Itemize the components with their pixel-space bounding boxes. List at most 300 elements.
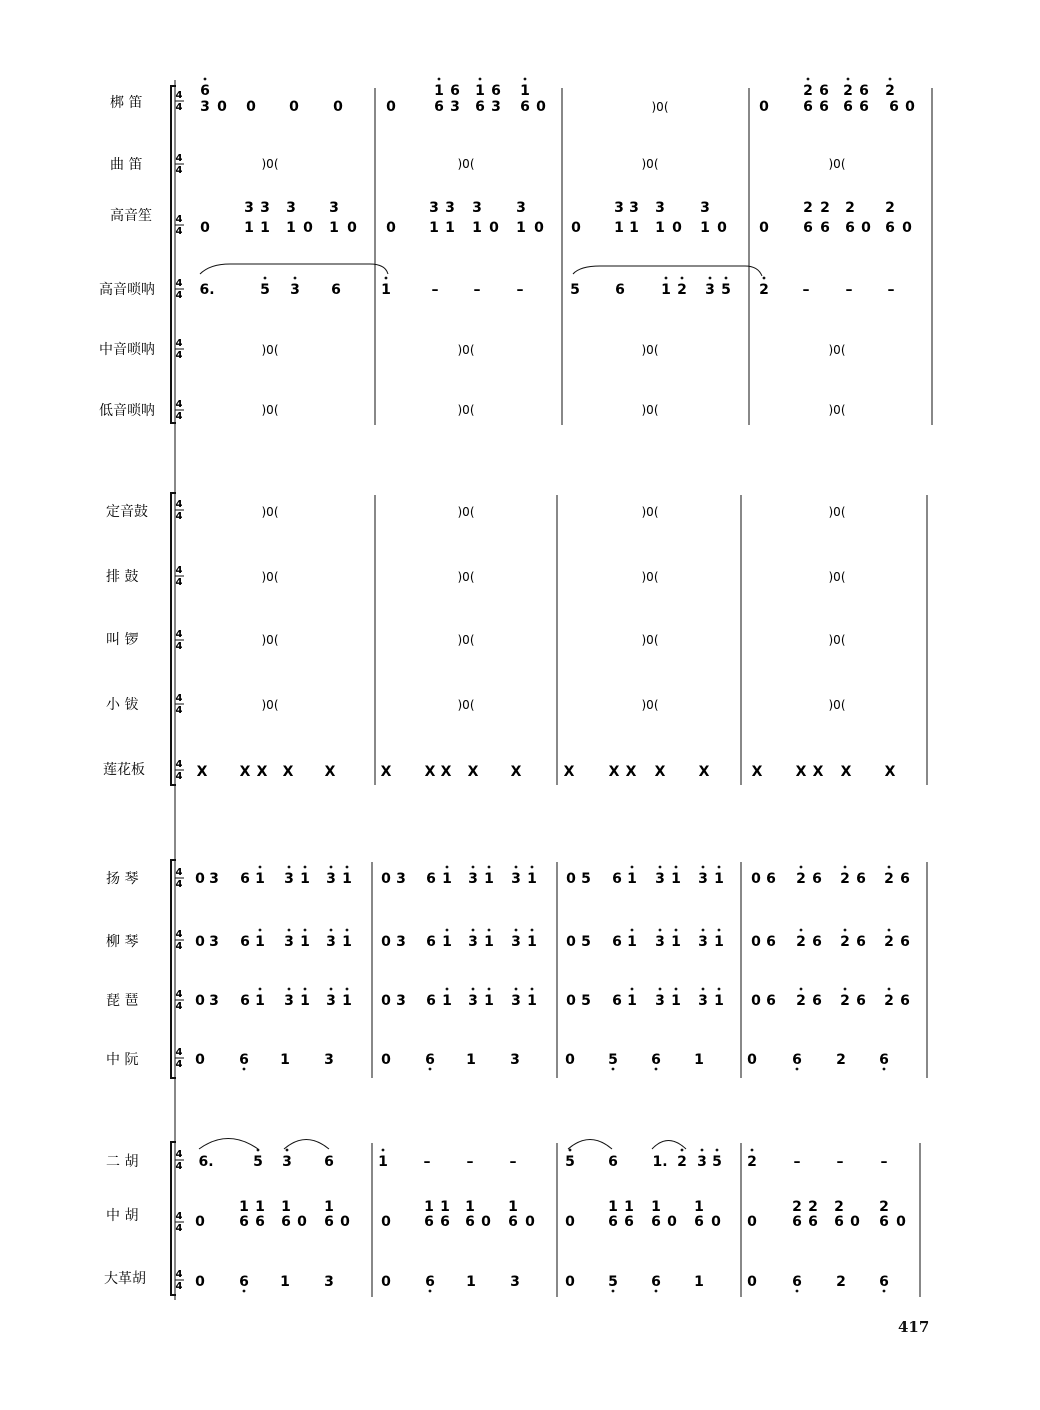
note: X [324, 764, 336, 780]
label-zhongyin-suona: 中音唢呐 [99, 342, 155, 358]
note: X [625, 764, 637, 780]
note: 1 [281, 1199, 291, 1215]
note: 3 [284, 934, 294, 950]
note: – [466, 1154, 474, 1170]
rest-mark: )0( [457, 403, 475, 417]
note: 6 [239, 1052, 249, 1068]
note: 0 [381, 993, 391, 1009]
note: 1 [651, 1199, 661, 1215]
label-pipa: 琵 琶 [106, 993, 139, 1009]
note: 3 [511, 993, 521, 1009]
note: 3 [698, 871, 708, 887]
octave-dot-low [612, 1290, 615, 1293]
note: X [510, 764, 522, 780]
note: 6 [859, 99, 869, 115]
label-diyin-suona: 低音唢呐 [99, 403, 155, 419]
system-brackets [171, 80, 176, 1300]
note: 2 [796, 934, 806, 950]
note: 0 [195, 1214, 205, 1230]
note: 6 [240, 934, 250, 950]
note: 0 [759, 99, 769, 115]
note: 5 [570, 282, 580, 298]
octave-dot-low [655, 1290, 658, 1293]
note: 3 [629, 200, 639, 216]
octave-dot-high [800, 929, 803, 932]
note: 3 [324, 1274, 334, 1290]
note: 0 [217, 99, 227, 115]
note: 1 [300, 993, 310, 1009]
note: – [880, 1154, 888, 1170]
time-sig-bottom: 4 [175, 102, 183, 113]
octave-dot-high [515, 866, 518, 869]
note: 3 [655, 993, 665, 1009]
note: 3 [468, 871, 478, 887]
time-sig-bottom: 4 [175, 1161, 183, 1172]
time-sig-top: 4 [175, 278, 183, 289]
octave-dot-high [702, 866, 705, 869]
note: 6 [434, 99, 444, 115]
note: 0 [747, 1052, 757, 1068]
note: 1 [472, 220, 482, 236]
note: 3 [260, 200, 270, 216]
note: 1 [520, 83, 530, 99]
note: 6 [612, 993, 622, 1009]
note: 6 [792, 1274, 802, 1290]
octave-dot-high [718, 988, 721, 991]
note: 0 [381, 1274, 391, 1290]
octave-dot-high [631, 866, 634, 869]
octave-dot-high [888, 866, 891, 869]
note: 3 [326, 871, 336, 887]
note: 1 [624, 1199, 634, 1215]
note: 2 [759, 282, 769, 298]
note: 2 [836, 1052, 846, 1068]
time-sig-top: 4 [175, 499, 183, 510]
note: 0 [566, 934, 576, 950]
note: – [431, 282, 439, 298]
time-sig-top: 4 [175, 867, 183, 878]
note: – [802, 282, 810, 298]
note: 0 [896, 1214, 906, 1230]
note: 6 [808, 1214, 818, 1230]
time-sig-bottom: 4 [175, 226, 183, 237]
note: 3 [286, 200, 296, 216]
note: 1 [280, 1274, 290, 1290]
octave-dot-high [257, 1149, 260, 1152]
note: 0 [571, 220, 581, 236]
note: 1 [466, 1052, 476, 1068]
note: 6 [624, 1214, 634, 1230]
note: 3 [396, 871, 406, 887]
note: 6 [508, 1214, 518, 1230]
label-xiaobo: 小 钹 [106, 697, 139, 713]
note: 0 [195, 1274, 205, 1290]
note: 6 [885, 220, 895, 236]
note: X [812, 764, 824, 780]
note: X [608, 764, 620, 780]
note: 2 [879, 1199, 889, 1215]
octave-dot-high [531, 929, 534, 932]
octave-dot-high [531, 988, 534, 991]
note: 3 [326, 993, 336, 1009]
note: 1 [627, 993, 637, 1009]
octave-dot-low [796, 1290, 799, 1293]
note: 0 [481, 1214, 491, 1230]
octave-dot-high [346, 988, 349, 991]
time-signatures [175, 90, 184, 1292]
rest-mark: )0( [828, 570, 846, 584]
time-sig-top: 4 [175, 1211, 183, 1222]
rest-mark: )0( [641, 403, 659, 417]
note: 1 [244, 220, 254, 236]
note: 6 [426, 993, 436, 1009]
note: 1 [260, 220, 270, 236]
note: 0 [381, 1214, 391, 1230]
time-sig-bottom: 4 [175, 1223, 183, 1234]
note: 6 [856, 934, 866, 950]
note: X [698, 764, 710, 780]
slur-erhu-3 [568, 1140, 612, 1150]
label-qudi: 曲 笛 [110, 157, 143, 173]
octave-dot-high [631, 929, 634, 932]
note: 6 [281, 1214, 291, 1230]
note: 1 [445, 220, 455, 236]
note: 1 [484, 871, 494, 887]
label-paigu: 排 鼓 [106, 569, 139, 585]
rest-mark: )0( [261, 505, 279, 519]
note: 3 [655, 871, 665, 887]
note: 0 [861, 220, 871, 236]
note: 1 [661, 282, 671, 298]
note: 6 [766, 871, 776, 887]
rest-mark: )0( [457, 157, 475, 171]
note: 6 [324, 1214, 334, 1230]
note: 2 [884, 993, 894, 1009]
octave-dot-low [429, 1068, 432, 1071]
note: – [887, 282, 895, 298]
time-sig-top: 4 [175, 338, 183, 349]
note: – [836, 1154, 844, 1170]
note: 0 [195, 934, 205, 950]
note: 1 [239, 1199, 249, 1215]
note: 6 [520, 99, 530, 115]
note: 1 [671, 993, 681, 1009]
note: X [196, 764, 208, 780]
time-sig-top: 4 [175, 759, 183, 770]
note: 3 [324, 1052, 334, 1068]
octave-dot-high [702, 988, 705, 991]
note: 1. [652, 1154, 668, 1170]
octave-dot-high [844, 866, 847, 869]
note: 3 [468, 934, 478, 950]
note: 6 [491, 83, 501, 99]
octave-dot-high [472, 988, 475, 991]
note: 0 [489, 220, 499, 236]
octave-dot-high [524, 78, 527, 81]
note: 6 [615, 282, 625, 298]
time-sig-top: 4 [175, 153, 183, 164]
note: 3 [655, 934, 665, 950]
note: 1 [714, 993, 724, 1009]
octave-dot-high [264, 277, 267, 280]
note: 6. [199, 282, 215, 298]
note: X [380, 764, 392, 780]
note: 2 [885, 200, 895, 216]
note: 0 [195, 1052, 205, 1068]
note: 2 [796, 993, 806, 1009]
note: 6 [426, 934, 436, 950]
octave-dot-high [330, 929, 333, 932]
rest-mark: )0( [641, 698, 659, 712]
note: 6 [425, 1274, 435, 1290]
octave-dot-high [718, 866, 721, 869]
note: 6 [843, 99, 853, 115]
notes [195, 78, 915, 1293]
label-gaoyinsheng: 高音笙 [110, 208, 152, 224]
note: 2 [792, 1199, 802, 1215]
note: 2 [820, 200, 830, 216]
note: 6 [792, 1214, 802, 1230]
note: 0 [751, 993, 761, 1009]
rest-mark: )0( [261, 698, 279, 712]
time-sig-top: 4 [175, 989, 183, 1000]
note: 6 [766, 934, 776, 950]
octave-dot-high [763, 277, 766, 280]
rest-mark: )0( [261, 570, 279, 584]
octave-dot-high [304, 988, 307, 991]
note: 3 [244, 200, 254, 216]
note: 6 [859, 83, 869, 99]
note: 5 [608, 1052, 618, 1068]
octave-dot-high [488, 988, 491, 991]
note: 6 [900, 934, 910, 950]
octave-dot-high [438, 78, 441, 81]
note: 6 [651, 1052, 661, 1068]
time-sig-bottom: 4 [175, 165, 183, 176]
note: 1 [342, 993, 352, 1009]
note: 0 [381, 871, 391, 887]
note: 6 [612, 934, 622, 950]
rest-mark: )0( [828, 633, 846, 647]
note: 3 [511, 934, 521, 950]
note: – [473, 282, 481, 298]
rest-mark: )0( [457, 633, 475, 647]
time-sig-bottom: 4 [175, 411, 183, 422]
note: 1 [629, 220, 639, 236]
note: 1 [342, 934, 352, 950]
octave-dot-high [288, 866, 291, 869]
note: 6 [834, 1214, 844, 1230]
time-sig-bottom: 4 [175, 641, 183, 652]
octave-dot-high [259, 929, 262, 932]
note: 6 [812, 993, 822, 1009]
octave-dot-high [659, 866, 662, 869]
note: 6 [792, 1052, 802, 1068]
note: 1 [329, 220, 339, 236]
note: 1 [255, 934, 265, 950]
note: 1 [442, 871, 452, 887]
note: 3 [290, 282, 300, 298]
note: 6 [475, 99, 485, 115]
octave-dot-high [304, 929, 307, 932]
rest-mark: )0( [641, 157, 659, 171]
note: 0 [536, 99, 546, 115]
note: X [751, 764, 763, 780]
label-dingyingu: 定音鼓 [106, 504, 148, 520]
note: 6 [819, 99, 829, 115]
rest-mark: )0( [828, 698, 846, 712]
octave-dot-high [701, 1149, 704, 1152]
note: 6 [900, 871, 910, 887]
octave-dot-high [702, 929, 705, 932]
note: 0 [850, 1214, 860, 1230]
note: 6 [856, 993, 866, 1009]
note: 6 [240, 871, 250, 887]
note: – [793, 1154, 801, 1170]
octave-dot-low [243, 1290, 246, 1293]
time-sig-bottom: 4 [175, 511, 183, 522]
octave-dot-high [709, 277, 712, 280]
octave-dot-high [259, 988, 262, 991]
octave-dot-high [681, 277, 684, 280]
note: 3 [396, 934, 406, 950]
note: 0 [747, 1214, 757, 1230]
note: 3 [445, 200, 455, 216]
note: 1 [694, 1052, 704, 1068]
note: 1 [465, 1199, 475, 1215]
note: 1 [280, 1052, 290, 1068]
note: 5 [253, 1154, 263, 1170]
note: 2 [840, 934, 850, 950]
note: 3 [510, 1052, 520, 1068]
octave-dot-high [472, 929, 475, 932]
time-sig-top: 4 [175, 565, 183, 576]
note: 1 [608, 1199, 618, 1215]
note: 3 [450, 99, 460, 115]
octave-dot-high [472, 866, 475, 869]
note: 6 [255, 1214, 265, 1230]
time-sig-bottom: 4 [175, 879, 183, 890]
note: 3 [516, 200, 526, 216]
note: 3 [698, 934, 708, 950]
octave-dot-high [888, 988, 891, 991]
note: 5 [565, 1154, 575, 1170]
note: 1 [508, 1199, 518, 1215]
rest-mark: )0( [457, 570, 475, 584]
note: 1 [255, 1199, 265, 1215]
rest-mark: )0( [828, 343, 846, 357]
label-erhu: 二 胡 [106, 1154, 139, 1170]
note: 6 [331, 282, 341, 298]
note: 3 [468, 993, 478, 1009]
note: 3 [511, 871, 521, 887]
octave-dot-high [569, 1149, 572, 1152]
note: – [845, 282, 853, 298]
note: 6 [425, 1052, 435, 1068]
note: 6 [766, 993, 776, 1009]
note: 6 [424, 1214, 434, 1230]
slur-suona-2 [573, 266, 762, 276]
time-sig-top: 4 [175, 90, 183, 101]
note: 2 [803, 83, 813, 99]
octave-dot-high [800, 988, 803, 991]
note: 3 [510, 1274, 520, 1290]
rests [262, 100, 846, 712]
octave-dot-high [675, 929, 678, 932]
note: 0 [565, 1214, 575, 1230]
octave-dot-high [385, 277, 388, 280]
note: 6 [450, 83, 460, 99]
note: 3 [472, 200, 482, 216]
octave-dot-high [844, 988, 847, 991]
octave-dot-high [488, 929, 491, 932]
rest-mark: )0( [261, 403, 279, 417]
octave-dot-high [665, 277, 668, 280]
note: 1 [381, 282, 391, 298]
note: 2 [884, 871, 894, 887]
note: 3 [705, 282, 715, 298]
label-yangqin: 扬 琴 [106, 871, 139, 887]
time-sig-top: 4 [175, 214, 183, 225]
octave-dot-high [675, 988, 678, 991]
note: X [563, 764, 575, 780]
octave-dot-low [796, 1068, 799, 1071]
rest-mark: )0( [641, 570, 659, 584]
note: 6 [879, 1214, 889, 1230]
note: 1 [286, 220, 296, 236]
note: 6 [240, 993, 250, 1009]
octave-dot-high [725, 277, 728, 280]
note: 1 [694, 1199, 704, 1215]
note: 1 [475, 83, 485, 99]
time-sig-top: 4 [175, 929, 183, 940]
note: 6 [612, 871, 622, 887]
octave-dot-high [288, 988, 291, 991]
note: 2 [747, 1154, 757, 1170]
note: 1 [440, 1199, 450, 1215]
octave-dot-high [346, 929, 349, 932]
note: 3 [326, 934, 336, 950]
note: 6 [465, 1214, 475, 1230]
note: 1 [527, 934, 537, 950]
time-sig-top: 4 [175, 1269, 183, 1280]
note: 0 [386, 99, 396, 115]
note: X [256, 764, 268, 780]
note: X [884, 764, 896, 780]
octave-dot-low [883, 1290, 886, 1293]
note: 0 [340, 1214, 350, 1230]
slur-erhu-1 [199, 1139, 258, 1150]
octave-dot-high [888, 929, 891, 932]
note: 3 [329, 200, 339, 216]
note: 1 [714, 934, 724, 950]
time-sig-bottom: 4 [175, 577, 183, 588]
time-sig-bottom: 4 [175, 941, 183, 952]
note: 0 [381, 934, 391, 950]
note: 1 [627, 871, 637, 887]
note: 0 [905, 99, 915, 115]
octave-dot-high [718, 929, 721, 932]
note: 0 [347, 220, 357, 236]
note: X [239, 764, 251, 780]
note: 1 [627, 934, 637, 950]
note: 1 [700, 220, 710, 236]
note: 0 [195, 993, 205, 1009]
octave-dot-high [800, 866, 803, 869]
time-sig-bottom: 4 [175, 705, 183, 716]
note: 3 [396, 993, 406, 1009]
rest-mark: )0( [641, 633, 659, 647]
